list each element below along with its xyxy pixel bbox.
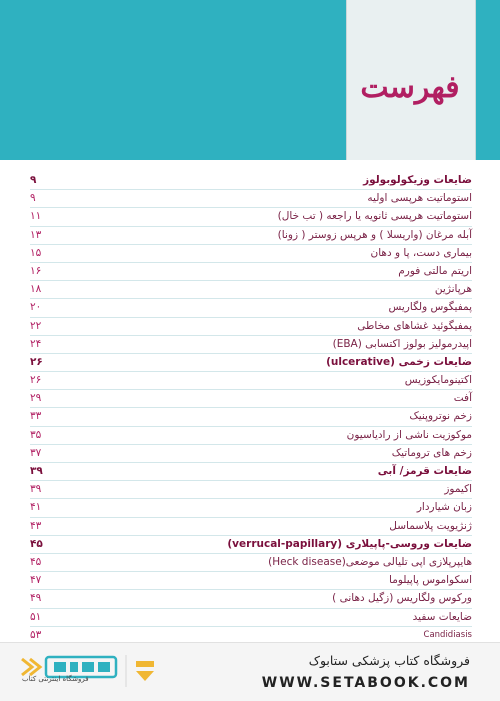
toc-row[interactable] bbox=[30, 372, 472, 390]
toc-entry-title: آفت bbox=[453, 392, 472, 405]
toc-page-number: ۴۷ bbox=[30, 574, 42, 587]
toc-row[interactable] bbox=[30, 572, 472, 590]
toc-page-number: ۱۵ bbox=[30, 246, 42, 259]
toc-row[interactable] bbox=[30, 336, 472, 354]
toc-page-number: ۲۴ bbox=[30, 337, 42, 350]
toc-entry-title: بیماری دست، پا و دهان bbox=[370, 246, 472, 259]
toc-entry-title: زخم نوتروپنیک bbox=[409, 410, 472, 423]
setabook-logo bbox=[14, 651, 164, 691]
toc-entry-title: پمفیگوس ولگاریس bbox=[388, 301, 472, 314]
toc-entry-title: استوماتیت هرپسی اولیه bbox=[367, 192, 472, 205]
toc-page-number: ۲۰ bbox=[30, 301, 42, 314]
toc-page-number: ۴۱ bbox=[30, 501, 42, 514]
toc-entry-title: ضایعات سفید bbox=[412, 610, 472, 623]
toc-entry-title: زبان شیاردار bbox=[416, 501, 472, 514]
toc-row[interactable] bbox=[30, 299, 472, 317]
store-name: فروشگاه کتاب پزشکی ستابوک bbox=[308, 653, 470, 668]
toc-section-row[interactable] bbox=[30, 536, 472, 554]
table-of-contents bbox=[30, 172, 472, 645]
toc-row[interactable] bbox=[30, 499, 472, 517]
toc-entry-title: پمفیگوئید غشاهای مخاطی bbox=[357, 319, 472, 332]
toc-entry-title: هایپرپلازی اپی تلیالی موضعی(Heck disease) bbox=[268, 555, 472, 568]
toc-page-number: ۲۶ bbox=[30, 374, 42, 387]
toc-page-number: ۴۵ bbox=[30, 555, 42, 568]
toc-entry-title: اریتم مالتی فورم bbox=[398, 264, 472, 277]
toc-entry-title: موکوزیت ناشی از رادیاسیون bbox=[346, 428, 472, 441]
toc-entry-title: ضایعات قرمز/ آبی bbox=[377, 465, 472, 477]
toc-row[interactable] bbox=[30, 227, 472, 245]
toc-page-number: ۱۳ bbox=[30, 228, 42, 241]
toc-entry-title: ضایعات وزیکولوبولوز bbox=[363, 174, 472, 186]
toc-entry-title: اسکواموس پاپیلوما bbox=[389, 574, 472, 587]
toc-page-number: ۳۹ bbox=[30, 483, 42, 496]
header-banner bbox=[0, 0, 500, 160]
toc-entry-title: ژنژیویت پلاسماسل bbox=[389, 519, 472, 532]
toc-entry-title: اپیدرمولیز بولوز اکتسابی (EBA) bbox=[332, 337, 472, 350]
toc-row[interactable] bbox=[30, 518, 472, 536]
page-title: فهرست bbox=[360, 70, 460, 105]
toc-page-number: ۲۶ bbox=[30, 355, 43, 368]
toc-page-number: ۱۶ bbox=[30, 264, 42, 277]
toc-row[interactable] bbox=[30, 390, 472, 408]
toc-page-number: ۲۲ bbox=[30, 319, 42, 332]
toc-row[interactable] bbox=[30, 481, 472, 499]
toc-row[interactable] bbox=[30, 609, 472, 627]
toc-entry-title: اکتینومایکوزیس bbox=[404, 374, 472, 387]
toc-section-row[interactable] bbox=[30, 354, 472, 372]
toc-page-number: ۳۷ bbox=[30, 446, 42, 459]
toc-entry-title: زخم های تروماتیک bbox=[391, 446, 472, 459]
toc-page-number: ۵۱ bbox=[30, 610, 42, 623]
toc-section-row[interactable] bbox=[30, 172, 472, 190]
toc-row[interactable] bbox=[30, 427, 472, 445]
toc-page-number: ۱۸ bbox=[30, 283, 42, 296]
toc-page-number: ۹ bbox=[30, 174, 37, 186]
toc-page-number: ۳۹ bbox=[30, 465, 43, 477]
toc-row[interactable] bbox=[30, 408, 472, 426]
toc-page-number: ۵۳ bbox=[30, 628, 42, 641]
toc-row[interactable] bbox=[30, 208, 472, 226]
toc-row[interactable] bbox=[30, 554, 472, 572]
toc-row[interactable] bbox=[30, 263, 472, 281]
toc-entry-title: ضایعات وروسی-پاپیلاری (verrucal-papillary) bbox=[227, 537, 472, 550]
toc-entry-title: اکیموز bbox=[444, 483, 472, 496]
toc-section-row[interactable] bbox=[30, 463, 472, 481]
toc-page-number: ۴۹ bbox=[30, 592, 42, 605]
toc-row[interactable] bbox=[30, 245, 472, 263]
toc-page-number: ۴۵ bbox=[30, 537, 43, 550]
toc-entry-title: استوماتیت هرپسی ثانویه یا راجعه ( تب خال) bbox=[277, 210, 472, 223]
toc-row[interactable] bbox=[30, 318, 472, 336]
logo-subtitle: فروشگاه اینترنتی کتاب bbox=[22, 675, 89, 683]
store-url[interactable]: WWW.SETABOOK.COM bbox=[261, 675, 470, 691]
toc-row[interactable] bbox=[30, 590, 472, 608]
toc-page-number: ۴۳ bbox=[30, 519, 42, 532]
toc-entry-title: ورکوس ولگاریس (زگیل دهانی ) bbox=[332, 592, 472, 605]
toc-entry-title: هرپانژین bbox=[434, 283, 472, 296]
toc-row[interactable] bbox=[30, 190, 472, 208]
toc-entry-title: آبله مرغان (واریسلا ) و هرپس زوستر ( زونا) bbox=[277, 228, 472, 241]
toc-row[interactable] bbox=[30, 281, 472, 299]
toc-page-number: ۲۹ bbox=[30, 392, 42, 405]
toc-page-number: ۱۱ bbox=[30, 210, 42, 223]
toc-page-number: ۳۳ bbox=[30, 410, 42, 423]
toc-row[interactable] bbox=[30, 445, 472, 463]
toc-entry-title: Candidiasis bbox=[423, 629, 472, 640]
footer-bar bbox=[0, 642, 500, 701]
toc-page-number: ۹ bbox=[30, 192, 36, 205]
toc-entry-title: ضایعات زخمی (ulcerative) bbox=[326, 355, 472, 368]
toc-page-number: ۳۵ bbox=[30, 428, 42, 441]
